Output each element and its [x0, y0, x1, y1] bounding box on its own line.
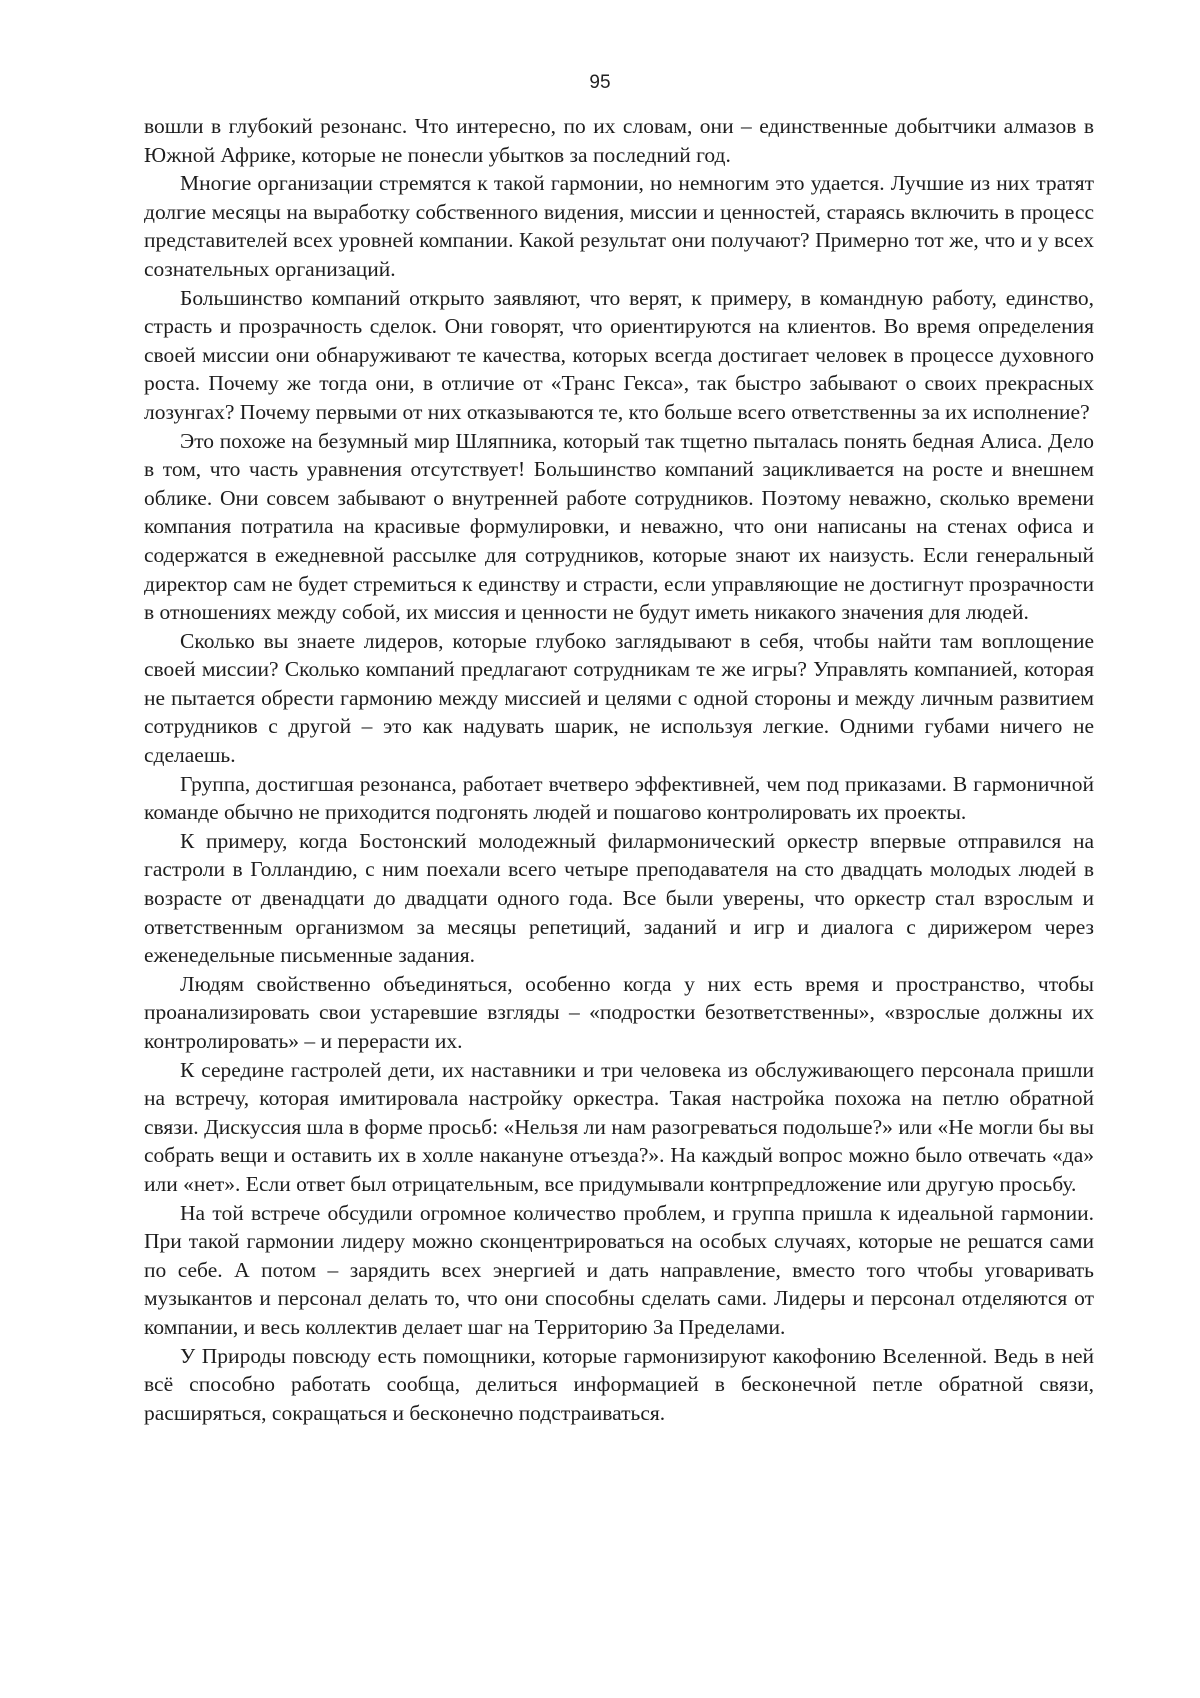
paragraph: У Природы повсюду есть помощники, которые гармонизируют какофонию Вселенной. Ведь в ней всё способно работать сообща, делиться информацией в бесконечной петле обратной связи, расширяться, сокращаться и бесконечно подстраиваться. — [144, 1343, 1094, 1425]
paragraph: Это похоже на безумный мир Шляпника, который так тщетно пыталась понять бедная Алиса. Дело в том, что часть уравнения отсутствует! Большинство компаний зацикливается на росте и внешнем облике. Они совсем забывают о внутренней работе сотрудников. Поэтому неважно, сколько времени компания потратила на красивые формулировки, и неважно, что они написаны на стенах офиса и содержатся в ежедневной рассылке для сотрудников, которые знают их наизусть. Если генеральный директор сам не будет стремиться к единству и страсти, если управляющие не достигнут прозрачности в отношениях между собой, их миссия и ценности не будут иметь никакого значения для людей. — [144, 428, 1094, 625]
paragraph: Группа, достигшая резонанса, работает вчетверо эффективней, чем под приказами. В гармоничной команде обычно не приходится подгонять людей и пошагово контролировать их проекты. — [144, 771, 1094, 825]
paragraph: Людям свойственно объединяться, особенно когда у них есть время и пространство, чтобы проанализировать свои устаревшие взгляды – «подростки безответственны», «взрослые должны их контролировать» – и перерасти их. — [144, 971, 1094, 1053]
page-number: 95 — [589, 72, 611, 93]
body-text — [144, 112, 1094, 1427]
paragraph: К середине гастролей дети, их наставники и три человека из обслуживающего персонала пришли на встречу, которая имитировала настройку оркестра. Такая настройка похожа на петлю обратной связи. Дискуссия шла в форме просьб: «Нельзя ли нам разогреваться подольше?» или «Не могли бы вы собрать вещи и оставить их в холле накануне отъезда?». На каждый вопрос можно было отвечать «да» или «нет». Если ответ был отрицательным, все придумывали контрпредложение или другую просьбу. — [144, 1057, 1094, 1196]
paragraph: Многие организации стремятся к такой гармонии, но немногим это удается. Лучшие из них тратят долгие месяцы на выработку собственного видения, миссии и ценностей, стараясь включить в процесс представителей всех уровней компании. Какой результат они получают? Примерно тот же, что и у всех сознательных организаций. — [144, 171, 1094, 281]
paragraph: На той встрече обсудили огромное количество проблем, и группа пришла к идеальной гармонии. При такой гармонии лидеру можно сконцентрироваться на особых случаях, которые не решатся сами по себе. А потом – зарядить всех энергией и дать направление, вместо того чтобы уговаривать музыкантов и персонал делать то, что они способны сделать сами. Лидеры и персонал отделяются от компании, и весь коллектив делает шаг на Территорию За Пределами. — [144, 1200, 1094, 1339]
paragraph: Большинство компаний открыто заявляют, что верят, к примеру, в командную работу, единство, страсть и прозрачность сделок. Они говорят, что ориентируются на клиентов. Во время определения своей миссии они обнаруживают те качества, которых всегда достигает человек в процессе духовного роста. Почему же тогда они, в отличие от «Транс Гекса», так быстро забывают о своих прекрасных лозунгах? Почему первыми от них отказываются те, кто больше всего ответственны за их исполнение? — [144, 285, 1094, 424]
paragraph: К примеру, когда Бостонский молодежный филармонический оркестр впервые отправился на гастроли в Голландию, с ним поехали всего четыре преподавателя на сто двадцать молодых людей в возрасте от двенадцати до двадцати одного года. Все были уверены, что оркестр стал взрослым и ответственным организмом за месяцы репетиций, заданий и игр и диалога с дирижером через еженедельные письменные задания. — [144, 828, 1094, 968]
paragraph: вошли в глубокий резонанс. Что интересно, по их словам, они – единственные добытчики алмазов в Южной Африке, которые не понесли убытков за последний год. — [144, 114, 1094, 167]
paragraph: Сколько вы знаете лидеров, которые глубоко заглядывают в себя, чтобы найти там воплощение своей миссии? Сколько компаний предлагают сотрудникам те же игры? Управлять компанией, которая не пытается обрести гармонию между миссией и целями с одной стороны и между личным развитием сотрудников с другой – это как надувать шарик, не используя легкие. Одними губами ничего не сделаешь. — [144, 628, 1094, 768]
